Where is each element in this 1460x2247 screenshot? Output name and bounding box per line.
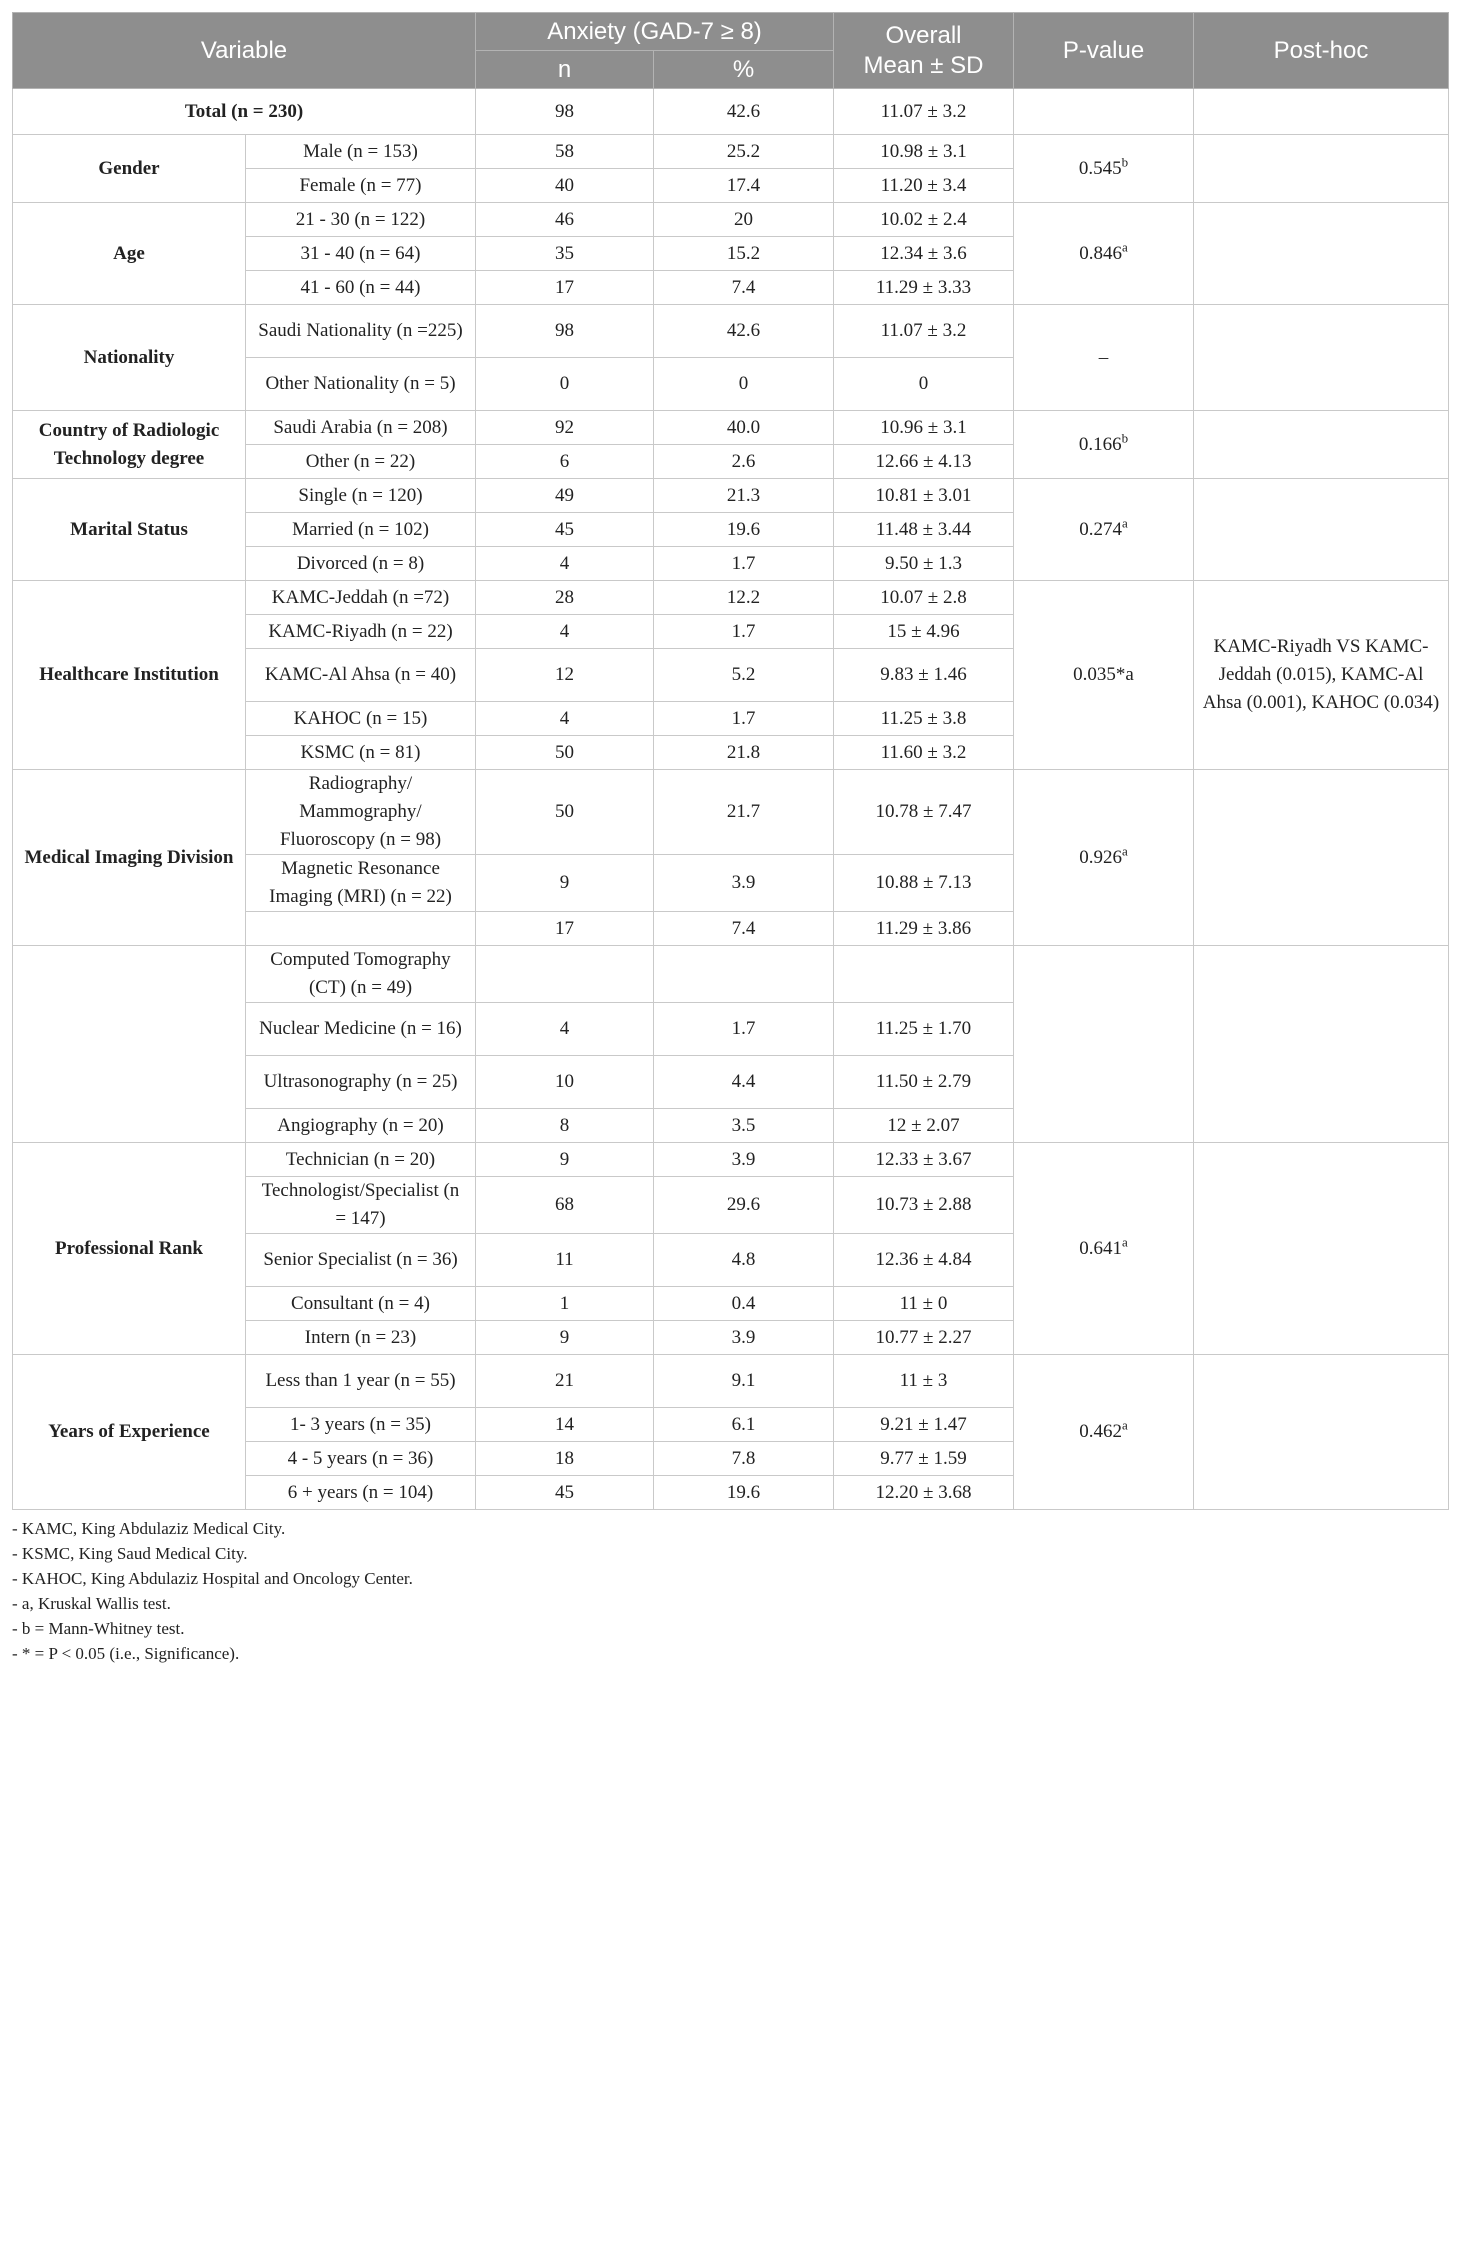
cell-mean: 10.73 ± 2.88 [834, 1177, 1014, 1234]
cell-mean: 11.29 ± 3.86 [834, 912, 1014, 946]
posthoc-gender [1194, 135, 1449, 203]
cell-mean: 0 [834, 358, 1014, 411]
pvalue-text: 0.926 [1079, 846, 1122, 868]
note-line: - KSMC, King Saud Medical City. [12, 1544, 248, 1563]
total-mean: 11.07 ± 3.2 [834, 89, 1014, 135]
header-posthoc: Post-hoc [1194, 13, 1449, 89]
cell-pct: 40.0 [654, 411, 834, 445]
cell-n: 46 [476, 203, 654, 237]
cell-mean: 9.77 ± 1.59 [834, 1442, 1014, 1476]
sub-label: KAMC-Jeddah (n =72) [246, 581, 476, 615]
sub-label: Ultrasonography (n = 25) [246, 1056, 476, 1109]
cell-mean: 12.34 ± 3.6 [834, 237, 1014, 271]
cell-pct: 7.4 [654, 271, 834, 305]
cell-pct: 21.7 [654, 770, 834, 855]
cell-mean: 10.02 ± 2.4 [834, 203, 1014, 237]
cell-mean: 12.20 ± 3.68 [834, 1476, 1014, 1510]
cell-mean: 10.78 ± 7.47 [834, 770, 1014, 855]
table-row [13, 770, 1449, 855]
sub-label: Saudi Arabia (n = 208) [246, 411, 476, 445]
pvalue-text: 0.846 [1079, 242, 1122, 264]
posthoc-country [1194, 411, 1449, 479]
cell-n: 35 [476, 237, 654, 271]
posthoc-division-cont [1194, 946, 1449, 1143]
cell-pct: 5.2 [654, 649, 834, 702]
sub-label: 1- 3 years (n = 35) [246, 1408, 476, 1442]
cell-n: 12 [476, 649, 654, 702]
group-label-division-cont [13, 946, 246, 1143]
group-label-rank: Professional Rank [13, 1143, 246, 1355]
pvalue-nationality [1014, 305, 1194, 411]
cell-pct: 25.2 [654, 135, 834, 169]
sub-label: Magnetic Resonance Imaging (MRI) (n = 22) [246, 855, 476, 912]
cell-pct: 3.9 [654, 1321, 834, 1355]
sub-label: 4 - 5 years (n = 36) [246, 1442, 476, 1476]
group-label-nationality: Nationality [13, 305, 246, 411]
group-label-division: Medical Imaging Division [13, 770, 246, 946]
total-pvalue [1014, 89, 1194, 135]
cell-n: 17 [476, 271, 654, 305]
cell-pct: 21.3 [654, 479, 834, 513]
pvalue-text: 0.274 [1079, 518, 1122, 540]
cell-n: 4 [476, 615, 654, 649]
pvalue-country [1014, 411, 1194, 479]
sub-label: Single (n = 120) [246, 479, 476, 513]
pvalue-experience [1014, 1355, 1194, 1510]
cell-n: 28 [476, 581, 654, 615]
table-row [13, 479, 1449, 513]
cell-n: 4 [476, 547, 654, 581]
cell-mean: 9.21 ± 1.47 [834, 1408, 1014, 1442]
table-row [13, 1355, 1449, 1408]
cell-pct: 1.7 [654, 547, 834, 581]
posthoc-nationality [1194, 305, 1449, 411]
cell-pct: 6.1 [654, 1408, 834, 1442]
table-body [13, 89, 1449, 1510]
table-row [13, 411, 1449, 445]
cell-mean: 9.50 ± 1.3 [834, 547, 1014, 581]
pvalue-superscript: a [1121, 239, 1128, 255]
note-line: - a, Kruskal Wallis test. [12, 1594, 171, 1613]
cell-n: 10 [476, 1056, 654, 1109]
table-notes [12, 1516, 1448, 1666]
table-container [12, 12, 1448, 1666]
cell-mean: 10.81 ± 3.01 [834, 479, 1014, 513]
sub-label: KAMC-Riyadh (n = 22) [246, 615, 476, 649]
pvalue-text: 0.545 [1078, 157, 1122, 179]
posthoc-age [1194, 203, 1449, 305]
cell-n: 21 [476, 1355, 654, 1408]
cell-mean: 11.48 ± 3.44 [834, 513, 1014, 547]
cell-mean: 11.07 ± 3.2 [834, 305, 1014, 358]
cell-pct: 20 [654, 203, 834, 237]
cell-mean: 10.77 ± 2.27 [834, 1321, 1014, 1355]
posthoc-marital [1194, 479, 1449, 581]
header-pvalue: P-value [1014, 13, 1194, 89]
posthoc-institution: KAMC-Riyadh VS KAMC-Jeddah (0.015), KAMC-Al Ahsa (0.001), KAHOC (0.034) [1194, 581, 1449, 770]
total-row [13, 89, 1449, 135]
cell-n: 0 [476, 358, 654, 411]
cell-pct: 9.1 [654, 1355, 834, 1408]
sub-label: Angiography (n = 20) [246, 1109, 476, 1143]
cell-n: 92 [476, 411, 654, 445]
cell-mean: 11.20 ± 3.4 [834, 169, 1014, 203]
cell-pct: 19.6 [654, 1476, 834, 1510]
cell-n: 50 [476, 770, 654, 855]
sub-label: 41 - 60 (n = 44) [246, 271, 476, 305]
cell-mean: 11.25 ± 3.8 [834, 702, 1014, 736]
total-pct: 42.6 [654, 89, 834, 135]
cell-mean: 12 ± 2.07 [834, 1109, 1014, 1143]
cell-n [476, 946, 654, 1003]
table-row [13, 203, 1449, 237]
group-label-experience: Years of Experience [13, 1355, 246, 1510]
cell-n: 68 [476, 1177, 654, 1234]
pvalue-text: 0.641 [1079, 1237, 1122, 1259]
group-label-institution: Healthcare Institution [13, 581, 246, 770]
group-label-marital: Marital Status [13, 479, 246, 581]
table-header [13, 13, 1449, 89]
cell-n: 4 [476, 702, 654, 736]
table-row [13, 581, 1449, 615]
cell-pct: 3.5 [654, 1109, 834, 1143]
cell-n: 1 [476, 1287, 654, 1321]
note-line: - KAMC, King Abdulaziz Medical City. [12, 1519, 286, 1538]
sub-label: KAMC-Al Ahsa (n = 40) [246, 649, 476, 702]
cell-n: 98 [476, 305, 654, 358]
posthoc-rank [1194, 1143, 1449, 1355]
pvalue-text: 0.166 [1078, 433, 1122, 455]
note-line: - * = P < 0.05 (i.e., Significance). [12, 1644, 240, 1663]
cell-mean: 11 ± 3 [834, 1355, 1014, 1408]
cell-n: 58 [476, 135, 654, 169]
pvalue-age [1014, 203, 1194, 305]
sub-label: Other Nationality (n = 5) [246, 358, 476, 411]
table-row [13, 1143, 1449, 1177]
cell-n: 9 [476, 855, 654, 912]
sub-label: Other (n = 22) [246, 445, 476, 479]
pvalue-superscript: a [1121, 843, 1128, 859]
cell-pct: 7.4 [654, 912, 834, 946]
header-anxiety: Anxiety (GAD-7 ≥ 8) [476, 13, 834, 51]
group-label-age: Age [13, 203, 246, 305]
pvalue-rank [1014, 1143, 1194, 1355]
cell-pct: 29.6 [654, 1177, 834, 1234]
cell-mean: 12.66 ± 4.13 [834, 445, 1014, 479]
posthoc-division [1194, 770, 1449, 946]
cell-n: 45 [476, 513, 654, 547]
pvalue-marital [1014, 479, 1194, 581]
cell-mean: 12.33 ± 3.67 [834, 1143, 1014, 1177]
cell-mean: 9.83 ± 1.46 [834, 649, 1014, 702]
cell-mean: 11.25 ± 1.70 [834, 1003, 1014, 1056]
pvalue-division [1014, 770, 1194, 946]
cell-mean: 10.98 ± 3.1 [834, 135, 1014, 169]
cell-mean: 11.60 ± 3.2 [834, 736, 1014, 770]
sub-label: Radiography/ Mammography/ Fluoroscopy (n = 98) [246, 770, 476, 855]
sub-label: 31 - 40 (n = 64) [246, 237, 476, 271]
cell-n: 49 [476, 479, 654, 513]
pvalue-institution [1014, 581, 1194, 770]
anxiety-table [12, 12, 1449, 1510]
cell-pct: 1.7 [654, 702, 834, 736]
sub-label: Senior Specialist (n = 36) [246, 1234, 476, 1287]
sub-label: Male (n = 153) [246, 135, 476, 169]
cell-pct: 4.4 [654, 1056, 834, 1109]
sub-label: 6 + years (n = 104) [246, 1476, 476, 1510]
note-line: - b = Mann-Whitney test. [12, 1619, 185, 1638]
cell-pct: 3.9 [654, 1143, 834, 1177]
table-row [13, 946, 1449, 1003]
sub-label: KSMC (n = 81) [246, 736, 476, 770]
sub-label: Divorced (n = 8) [246, 547, 476, 581]
pvalue-superscript: b [1121, 430, 1129, 446]
table-row [13, 135, 1449, 169]
cell-pct: 2.6 [654, 445, 834, 479]
header-overall-line1: Overall [885, 21, 962, 49]
pvalue-superscript: b [1121, 154, 1129, 170]
cell-n: 6 [476, 445, 654, 479]
cell-n: 4 [476, 1003, 654, 1056]
table-row [13, 305, 1449, 358]
header-variable: Variable [13, 13, 476, 89]
cell-pct: 4.8 [654, 1234, 834, 1287]
cell-n: 50 [476, 736, 654, 770]
sub-label: 21 - 30 (n = 122) [246, 203, 476, 237]
sub-label: Consultant (n = 4) [246, 1287, 476, 1321]
total-n: 98 [476, 89, 654, 135]
cell-pct: 19.6 [654, 513, 834, 547]
pvalue-text: 0.462 [1079, 1421, 1122, 1442]
sub-label: Computed Tomography (CT) (n = 49) [246, 946, 476, 1003]
sub-label: Female (n = 77) [246, 169, 476, 203]
group-label-gender: Gender [13, 135, 246, 203]
cell-n: 18 [476, 1442, 654, 1476]
cell-pct: 17.4 [654, 169, 834, 203]
cell-pct: 1.7 [654, 1003, 834, 1056]
sub-label: Less than 1 year (n = 55) [246, 1355, 476, 1408]
header-overall [834, 13, 1014, 89]
sub-label: Technologist/Specialist (n = 147) [246, 1177, 476, 1234]
cell-pct: 15.2 [654, 237, 834, 271]
header-overall-line2: Mean ± SD [863, 51, 984, 79]
cell-pct: 0 [654, 358, 834, 411]
cell-mean: 11.50 ± 2.79 [834, 1056, 1014, 1109]
cell-n: 40 [476, 169, 654, 203]
sub-label: Saudi Nationality (n =225) [246, 305, 476, 358]
cell-pct: 1.7 [654, 615, 834, 649]
pvalue-division-cont [1014, 946, 1194, 1143]
cell-mean: 11 ± 0 [834, 1287, 1014, 1321]
note-line: - KAHOC, King Abdulaziz Hospital and Oncology Center. [12, 1569, 413, 1588]
cell-n: 45 [476, 1476, 654, 1510]
cell-pct: 42.6 [654, 305, 834, 358]
cell-pct: 3.9 [654, 855, 834, 912]
cell-mean: 10.88 ± 7.13 [834, 855, 1014, 912]
pvalue-text: 0.035*a [1073, 664, 1134, 685]
total-label: Total (n = 230) [13, 89, 476, 135]
cell-mean: 12.36 ± 4.84 [834, 1234, 1014, 1287]
sub-label: Intern (n = 23) [246, 1321, 476, 1355]
cell-mean [834, 946, 1014, 1003]
header-pct: % [654, 51, 834, 89]
group-label-country: Country of Radiologic Technology degree [13, 411, 246, 479]
cell-mean: 15 ± 4.96 [834, 615, 1014, 649]
cell-pct [654, 946, 834, 1003]
pvalue-text: – [1098, 346, 1109, 368]
cell-n: 8 [476, 1109, 654, 1143]
cell-pct: 12.2 [654, 581, 834, 615]
cell-mean: 11.29 ± 3.33 [834, 271, 1014, 305]
posthoc-experience [1194, 1355, 1449, 1510]
cell-n: 9 [476, 1321, 654, 1355]
sub-label [246, 912, 476, 946]
cell-pct: 0.4 [654, 1287, 834, 1321]
cell-n: 11 [476, 1234, 654, 1287]
total-posthoc [1194, 89, 1449, 135]
cell-n: 9 [476, 1143, 654, 1177]
sub-label: Nuclear Medicine (n = 16) [246, 1003, 476, 1056]
header-n: n [476, 51, 654, 89]
cell-n: 14 [476, 1408, 654, 1442]
pvalue-gender [1014, 135, 1194, 203]
cell-pct: 21.8 [654, 736, 834, 770]
sub-label: KAHOC (n = 15) [246, 702, 476, 736]
sub-label: Married (n = 102) [246, 513, 476, 547]
cell-mean: 10.07 ± 2.8 [834, 581, 1014, 615]
sub-label: Technician (n = 20) [246, 1143, 476, 1177]
pvalue-superscript: a [1121, 1234, 1128, 1250]
cell-pct: 7.8 [654, 1442, 834, 1476]
pvalue-superscript: a [1121, 515, 1128, 531]
cell-n: 17 [476, 912, 654, 946]
pvalue-superscript: a [1121, 1417, 1128, 1433]
cell-mean: 10.96 ± 3.1 [834, 411, 1014, 445]
